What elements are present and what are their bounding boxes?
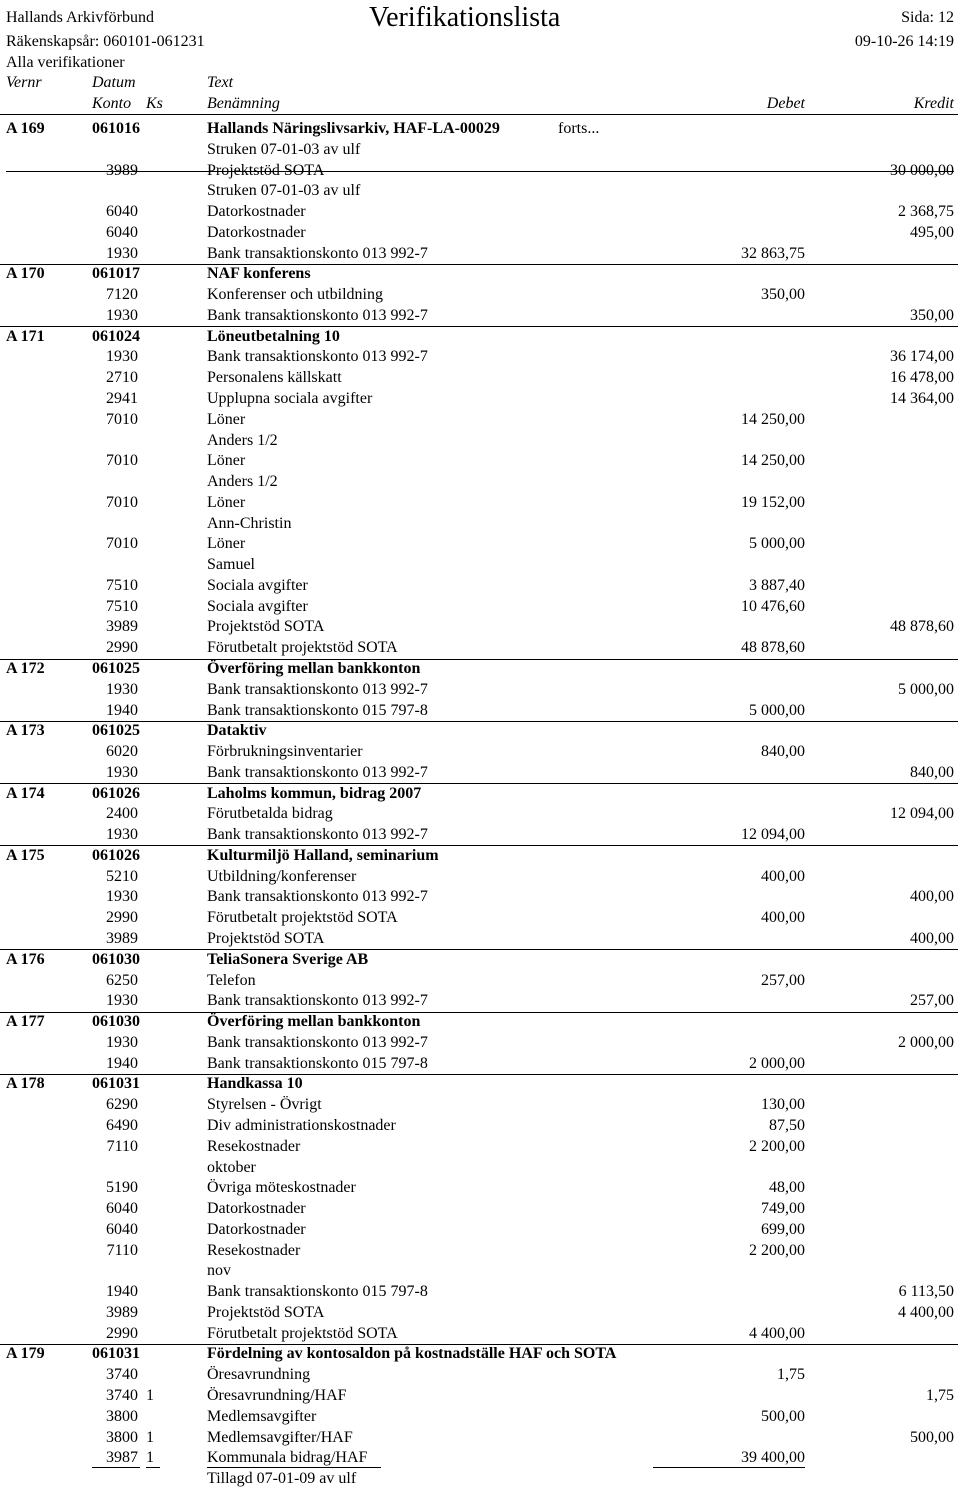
account-number: 7010 (106, 410, 138, 428)
note-row (0, 1261, 960, 1281)
account-number: 7110 (106, 1241, 138, 1259)
account-number: 5210 (106, 867, 138, 885)
debit-amount: 2 200,00 (749, 1137, 805, 1155)
account-number: 3800 (106, 1428, 138, 1446)
col-header-konto: Konto (92, 95, 132, 112)
cost-center: 1 (146, 1428, 154, 1446)
account-number: 3740 (106, 1366, 138, 1384)
ledger-line-row (0, 410, 960, 430)
voucher-date: 061017 (92, 265, 140, 283)
debit-amount: 130,00 (761, 1096, 805, 1114)
note-row (0, 431, 960, 451)
account-number: 5190 (106, 1179, 138, 1197)
ledger-line-row (0, 929, 960, 949)
ledger-line-row (0, 244, 960, 264)
account-name: Datorkostnader (207, 1200, 306, 1218)
voucher-header-row (0, 327, 960, 347)
voucher-number: A 173 (6, 722, 45, 740)
ledger-line-row (0, 1448, 960, 1468)
credit-amount: 500,00 (910, 1428, 954, 1446)
account-name: Upplupna sociala avgifter (207, 390, 373, 407)
debit-amount: 14 250,00 (741, 452, 805, 470)
debit-amount: 257,00 (761, 971, 805, 989)
account-name: Bank transaktionskonto 013 992-7 (207, 992, 428, 1010)
account-number: 2400 (106, 805, 138, 823)
note-row (0, 181, 960, 201)
debit-amount: 87,50 (769, 1116, 805, 1134)
account-name: Förutbetalda bidrag (207, 805, 333, 823)
debit-amount: 4 400,00 (749, 1324, 805, 1342)
account-number: 2990 (106, 909, 138, 927)
col-header-kredit: Kredit (913, 95, 954, 112)
credit-amount: 257,00 (910, 992, 954, 1010)
col-header-benamning: Benämning (207, 95, 280, 112)
debit-amount: 350,00 (761, 286, 805, 304)
voucher-text: Kulturmiljö Halland, seminarium (207, 846, 439, 864)
ledger-line-row (0, 971, 960, 991)
ledger-line-row (0, 576, 960, 596)
voucher-text: Överföring mellan bankkonton (207, 1013, 421, 1031)
cost-center: 1 (146, 1386, 154, 1404)
account-name: Datorkostnader (207, 223, 306, 241)
debit-amount: 2 000,00 (749, 1054, 805, 1072)
account-name: Bank transaktionskonto 015 797-8 (207, 1054, 428, 1072)
debit-amount: 48,00 (769, 1179, 805, 1197)
account-name: Löner (207, 535, 246, 553)
account-name: Medlemsavgifter (207, 1407, 317, 1425)
voucher-number: A 170 (6, 265, 45, 283)
ledger-line-row (0, 1178, 960, 1198)
account-name: Resekostnader (207, 1137, 301, 1155)
credit-amount: 2 368,75 (898, 203, 954, 221)
filter-label: Alla verifikationer (6, 54, 125, 71)
debit-amount: 19 152,00 (741, 493, 805, 511)
credit-amount: 12 094,00 (890, 805, 954, 823)
account-name: Öresavrundning (207, 1366, 311, 1384)
voucher-header-row (0, 784, 960, 804)
account-number: 1930 (106, 244, 138, 262)
account-name: Bank transaktionskonto 013 992-7 (207, 888, 428, 906)
ledger-line-row (0, 617, 960, 637)
account-name: Datorkostnader (207, 203, 306, 221)
strikethrough-line (6, 171, 954, 172)
ledger-line-row (0, 701, 960, 721)
account-name: Projektstöd SOTA (207, 1303, 325, 1321)
credit-amount: 350,00 (910, 306, 954, 324)
voucher-date: 061031 (92, 1345, 140, 1363)
account-number: 6040 (106, 203, 138, 221)
voucher-date: 061016 (92, 120, 140, 137)
note-row (0, 514, 960, 534)
note-text: Tillagd 07-01-09 av ulf (207, 1470, 357, 1488)
debit-amount: 699,00 (761, 1220, 805, 1238)
account-number: 3740 (106, 1386, 138, 1404)
account-number: 1930 (106, 763, 138, 781)
col-header-text: Text (207, 74, 234, 91)
account-number: 6040 (106, 1220, 138, 1238)
debit-amount: 749,00 (761, 1200, 805, 1218)
account-number: 2941 (106, 390, 138, 407)
report-title: Verifikationslista (369, 2, 561, 33)
account-number: 7110 (106, 1137, 138, 1155)
ledger-line-row (0, 1199, 960, 1219)
debit-amount: 48 878,60 (741, 639, 805, 657)
voucher-header-row (0, 950, 960, 970)
note-text: Anders 1/2 (207, 473, 278, 491)
credit-amount: 36 174,00 (890, 348, 954, 366)
voucher-text: Löneutbetalning 10 (207, 327, 340, 345)
ledger-line-row (0, 1137, 960, 1157)
credit-amount: 5 000,00 (898, 680, 954, 698)
voucher-header-row (0, 1074, 960, 1094)
account-number: 1930 (106, 348, 138, 366)
credit-amount: 30 000,00 (890, 161, 954, 179)
ledger-line-row (0, 1241, 960, 1261)
ledger-line-row (0, 1407, 960, 1427)
ledger-line-row (0, 202, 960, 222)
ledger-line-row (0, 887, 960, 907)
voucher-header-row (0, 119, 960, 139)
note-text: Ann-Christin (207, 514, 292, 532)
credit-amount: 2 000,00 (898, 1033, 954, 1051)
ledger-line-row (0, 867, 960, 887)
fiscal-year: Räkenskapsår: 060101-061231 (6, 33, 205, 50)
print-timestamp: 09-10-26 14:19 (854, 33, 954, 50)
ledger-line-row (0, 493, 960, 513)
account-name: Sociala avgifter (207, 597, 308, 615)
debit-amount: 1,75 (777, 1366, 805, 1384)
account-name: Personalens källskatt (207, 369, 342, 387)
credit-amount: 400,00 (910, 930, 954, 948)
note-text: Struken 07-01-03 av ulf (207, 140, 361, 158)
note-text: Anders 1/2 (207, 431, 278, 449)
account-number: 6040 (106, 1200, 138, 1218)
voucher-header-row (0, 846, 960, 866)
voucher-date: 061031 (92, 1075, 140, 1093)
ledger-line-row (0, 451, 960, 471)
voucher-number: A 174 (6, 784, 45, 802)
ledger-line-row (0, 908, 960, 928)
account-name: Övriga möteskostnader (207, 1179, 356, 1197)
ledger-line-row (0, 1428, 960, 1448)
ledger-line-row (0, 1324, 960, 1344)
voucher-number: A 169 (6, 120, 45, 137)
account-number: 1940 (106, 701, 138, 719)
credit-amount: 495,00 (910, 223, 954, 241)
account-number: 7510 (106, 576, 138, 594)
account-name: Telefon (207, 971, 256, 989)
ledger-line-row (0, 1386, 960, 1406)
org-name: Hallands Arkivförbund (6, 9, 154, 26)
ledger-line-row (0, 1303, 960, 1323)
account-number: 7510 (106, 597, 138, 615)
ledger-line-row (0, 597, 960, 617)
account-number: 1930 (106, 888, 138, 906)
voucher-number: A 172 (6, 660, 45, 678)
debit-amount: 500,00 (761, 1407, 805, 1425)
voucher-text: Dataktiv (207, 722, 267, 740)
voucher-number: A 177 (6, 1013, 45, 1031)
voucher-header-row (0, 659, 960, 679)
debit-amount: 5 000,00 (749, 701, 805, 719)
ledger-line-row (0, 306, 960, 326)
account-name: Öresavrundning/HAF (207, 1386, 347, 1404)
account-name: Bank transaktionskonto 013 992-7 (207, 680, 428, 698)
account-number: 2990 (106, 1324, 138, 1342)
account-number: 6040 (106, 223, 138, 241)
debit-amount: 400,00 (761, 909, 805, 927)
voucher-date: 061030 (92, 1013, 140, 1031)
account-name: Projektstöd SOTA (207, 930, 325, 948)
cost-center: 1 (146, 1449, 154, 1467)
note-text: Struken 07-01-03 av ulf (207, 182, 361, 200)
debit-amount: 32 863,75 (741, 244, 805, 262)
credit-amount: 48 878,60 (890, 618, 954, 636)
credit-amount: 6 113,50 (898, 1283, 954, 1301)
account-number: 3800 (106, 1407, 138, 1425)
account-name: Löner (207, 452, 246, 470)
voucher-number: A 178 (6, 1075, 45, 1093)
note-row (0, 555, 960, 575)
page-number: Sida: 12 (901, 9, 954, 26)
voucher-text: Överföring mellan bankkonton (207, 660, 421, 678)
voucher-number: A 176 (6, 950, 45, 968)
account-name: Medlemsavgifter/HAF (207, 1428, 353, 1446)
col-header-vernr: Vernr (6, 74, 42, 91)
voucher-header-row (0, 1344, 960, 1364)
ledger-line-row (0, 1116, 960, 1136)
credit-amount: 16 478,00 (890, 369, 954, 387)
debit-amount: 12 094,00 (741, 826, 805, 844)
account-name: Div administrationskostnader (207, 1116, 396, 1134)
account-name: Förutbetalt projektstöd SOTA (207, 1324, 398, 1342)
ledger-line-row (0, 1033, 960, 1053)
header-rule (0, 114, 958, 115)
ledger-line-row (0, 742, 960, 762)
account-number: 3989 (106, 1303, 138, 1321)
note-text: nov (207, 1262, 231, 1280)
note-text: Samuel (207, 556, 255, 574)
account-number: 2990 (106, 639, 138, 657)
account-number: 7010 (106, 452, 138, 470)
account-number: 6290 (106, 1096, 138, 1114)
account-name: Projektstöd SOTA (207, 618, 325, 636)
note-row (0, 140, 960, 160)
col-header-debet: Debet (766, 95, 805, 112)
voucher-number: A 171 (6, 327, 45, 345)
credit-amount: 1,75 (926, 1386, 954, 1404)
voucher-date: 061025 (92, 660, 140, 678)
ledger-line-row (0, 1220, 960, 1240)
account-number: 1940 (106, 1054, 138, 1072)
ledger-line-row (0, 804, 960, 824)
voucher-text: Laholms kommun, bidrag 2007 (207, 784, 422, 802)
account-number: 7010 (106, 535, 138, 553)
note-row (0, 1158, 960, 1178)
account-number: 3989 (106, 618, 138, 636)
account-name: Löner (207, 493, 246, 511)
debit-amount: 14 250,00 (741, 410, 805, 428)
note-text: oktober (207, 1158, 256, 1176)
account-number: 1930 (106, 680, 138, 698)
note-row (0, 472, 960, 492)
voucher-date: 061030 (92, 950, 140, 968)
ledger-line-row (0, 991, 960, 1011)
account-number: 3989 (106, 930, 138, 948)
account-number: 1930 (106, 306, 138, 324)
account-name: Bank transaktionskonto 013 992-7 (207, 306, 428, 324)
account-name: Bank transaktionskonto 013 992-7 (207, 348, 428, 366)
continued-label: forts... (558, 120, 600, 137)
voucher-header-row (0, 721, 960, 741)
ledger-line-row (0, 825, 960, 845)
account-name: Löner (207, 410, 246, 428)
voucher-header-row (0, 1012, 960, 1032)
account-number: 7120 (106, 286, 138, 304)
debit-amount: 3 887,40 (749, 576, 805, 594)
account-name: Resekostnader (207, 1241, 301, 1259)
account-name: Kommunala bidrag/HAF (207, 1449, 368, 1467)
account-number: 3987 (106, 1449, 138, 1467)
ledger-line-row (0, 680, 960, 700)
voucher-number: A 179 (6, 1345, 45, 1363)
voucher-text: Fördelning av kontosaldon på kostnadställe HAF och SOTA (207, 1345, 617, 1363)
account-name: Förutbetalt projektstöd SOTA (207, 639, 398, 657)
account-number: 1930 (106, 826, 138, 844)
voucher-date: 061026 (92, 784, 140, 802)
ledger-line-row (0, 285, 960, 305)
account-name: Bank transaktionskonto 013 992-7 (207, 763, 428, 781)
ledger-line-row (0, 389, 960, 409)
debit-amount: 2 200,00 (749, 1241, 805, 1259)
debit-amount: 10 476,60 (741, 597, 805, 615)
voucher-date: 061026 (92, 846, 140, 864)
account-name: Bank transaktionskonto 013 992-7 (207, 1033, 428, 1051)
account-number: 1930 (106, 1033, 138, 1051)
account-name: Förbrukningsinventarier (207, 743, 363, 761)
account-number: 1930 (106, 992, 138, 1010)
voucher-header-row (0, 264, 960, 284)
note-row (0, 1469, 960, 1489)
account-name: Bank transaktionskonto 013 992-7 (207, 826, 428, 844)
ledger-line-row (0, 638, 960, 658)
ledger-line-row (0, 763, 960, 783)
ledger-line-row (0, 161, 960, 181)
account-number: 1940 (106, 1283, 138, 1301)
account-number: 2710 (106, 369, 138, 387)
col-header-ks: Ks (146, 95, 163, 112)
voucher-number: A 175 (6, 846, 45, 864)
credit-amount: 4 400,00 (898, 1303, 954, 1321)
ledger-line-row (0, 1054, 960, 1074)
account-name: Bank transaktionskonto 013 992-7 (207, 244, 428, 262)
ledger-line-row (0, 347, 960, 367)
ledger-line-row (0, 534, 960, 554)
account-name: Utbildning/konferenser (207, 867, 357, 885)
ledger-line-row (0, 1365, 960, 1385)
voucher-text: Handkassa 10 (207, 1075, 303, 1093)
account-name: Förutbetalt projektstöd SOTA (207, 909, 398, 927)
credit-amount: 400,00 (910, 888, 954, 906)
account-name: Bank transaktionskonto 015 797-8 (207, 1283, 428, 1301)
account-number: 3989 (106, 161, 138, 179)
account-number: 6250 (106, 971, 138, 989)
account-name: Styrelsen - Övrigt (207, 1096, 322, 1114)
voucher-date: 061024 (92, 327, 140, 345)
ledger-line-row (0, 1282, 960, 1302)
account-number: 6490 (106, 1116, 138, 1134)
account-name: Datorkostnader (207, 1220, 306, 1238)
account-name: Sociala avgifter (207, 576, 308, 594)
voucher-text: NAF konferens (207, 265, 311, 283)
voucher-text: Hallands Näringslivsarkiv, HAF-LA-00029 (207, 120, 500, 137)
col-header-datum: Datum (92, 74, 136, 91)
credit-amount: 840,00 (910, 763, 954, 781)
credit-amount: 14 364,00 (890, 390, 954, 407)
account-name: Projektstöd SOTA (207, 161, 325, 179)
ledger-line-row (0, 1095, 960, 1115)
debit-amount: 39 400,00 (741, 1449, 805, 1467)
account-number: 6020 (106, 743, 138, 761)
account-name: Konferenser och utbildning (207, 286, 383, 304)
account-name: Bank transaktionskonto 015 797-8 (207, 701, 428, 719)
debit-amount: 5 000,00 (749, 535, 805, 553)
voucher-text: TeliaSonera Sverige AB (207, 950, 369, 968)
debit-amount: 400,00 (761, 867, 805, 885)
debit-amount: 840,00 (761, 743, 805, 761)
account-number: 7010 (106, 493, 138, 511)
voucher-date: 061025 (92, 722, 140, 740)
ledger-line-row (0, 368, 960, 388)
ledger-line-row (0, 223, 960, 243)
